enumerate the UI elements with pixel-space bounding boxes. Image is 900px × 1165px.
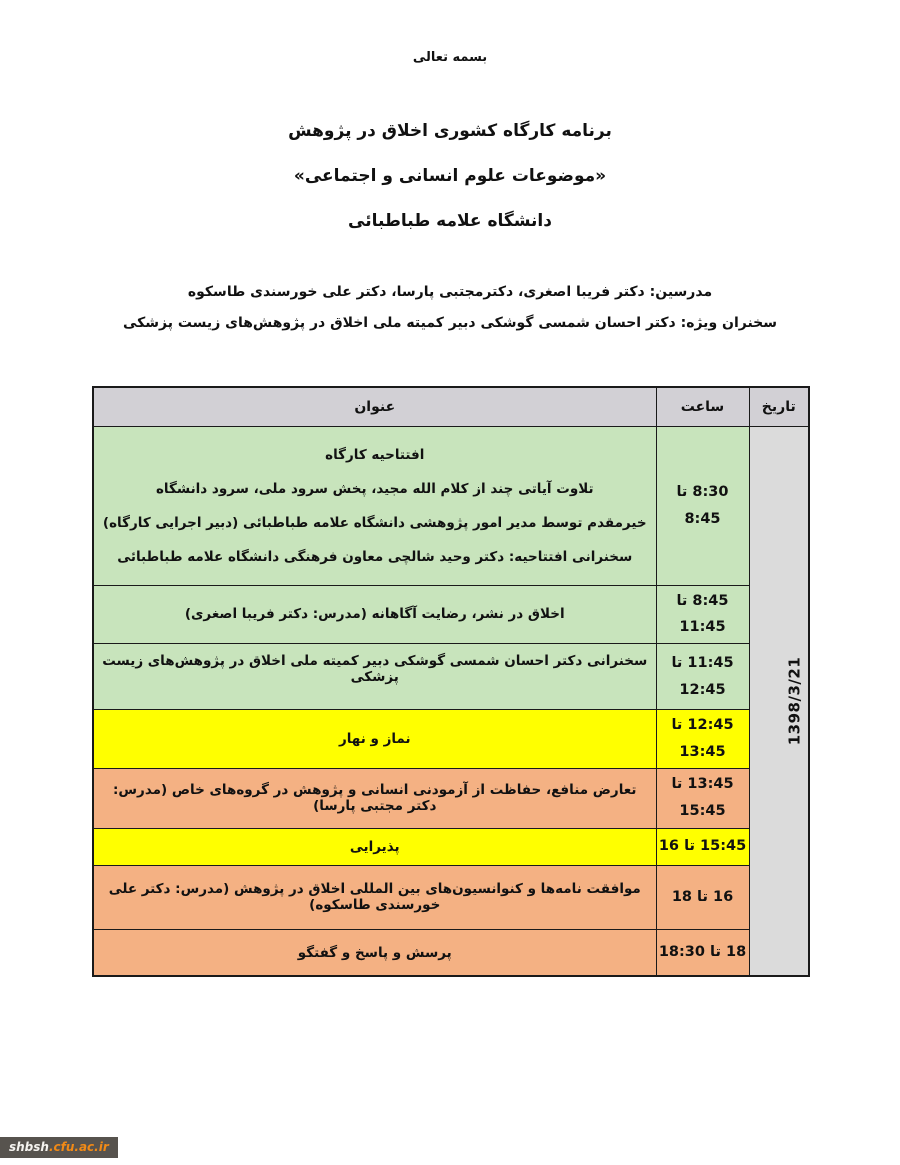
university-name: دانشگاه علامه طباطبائی bbox=[348, 211, 552, 231]
session-title-cell bbox=[93, 828, 656, 865]
schedule-table bbox=[92, 386, 810, 977]
session-title-cell bbox=[93, 644, 656, 710]
session-time-cell bbox=[656, 710, 749, 769]
table-header-row bbox=[93, 387, 809, 426]
watermark-site-prefix: shbsh bbox=[9, 1140, 49, 1154]
time-text: 16 تا 18 bbox=[671, 888, 734, 905]
header-title-column: عنوان bbox=[93, 387, 656, 426]
session-title-cell bbox=[93, 768, 656, 828]
session-line: پذیرایی bbox=[349, 838, 400, 855]
table-row-international-conventions bbox=[93, 865, 809, 929]
bismillah-text: بسمه تعالی bbox=[412, 50, 488, 65]
table-row-opening bbox=[93, 426, 809, 585]
time-text: 8:30 تا 8:45 bbox=[676, 483, 729, 527]
time-text: 15:45 bbox=[679, 803, 726, 820]
date-cell bbox=[749, 426, 809, 976]
session-time-cell bbox=[656, 929, 749, 976]
table-row-q-and-a bbox=[93, 929, 809, 976]
session-title-cell bbox=[93, 929, 656, 976]
session-time-cell bbox=[656, 644, 749, 710]
session-line: پرسش و پاسخ و گفتگو bbox=[297, 944, 452, 961]
title-block bbox=[0, 121, 900, 231]
session-time-cell bbox=[656, 585, 749, 644]
session-line: سخنرانی افتتاحیه: دکتر وحید شالچی معاون فرهنگی دانشگاه علامه طباطبائی bbox=[117, 548, 633, 565]
session-title-cell bbox=[93, 710, 656, 769]
time-text: 12:45 تا bbox=[671, 717, 734, 734]
session-title-cell bbox=[93, 426, 656, 585]
watermark-site-suffix: .cfu.ac.ir bbox=[48, 1140, 109, 1154]
time-text: 11:45 تا bbox=[671, 654, 734, 671]
table-row-prayer-lunch bbox=[93, 710, 809, 769]
table-row-conflict-of-interest bbox=[93, 768, 809, 828]
session-line: موافقت نامه‌ها و کنوانسیون‌های بین المللی اخلاق در پژوهش (مدرس: دکتر علی خورسندی طاسکوه) bbox=[108, 881, 641, 914]
session-line: سخنرانی دکتر احسان شمسی گوشکی دبیر کمیته ملی اخلاق در پژوهش‌های زیست پزشکی bbox=[102, 653, 648, 686]
table-row-keynote-speech bbox=[93, 644, 809, 710]
session-line: نماز و نهار bbox=[338, 730, 411, 747]
date-rotated-text: 1398/3/21 bbox=[784, 657, 803, 746]
session-title-cell bbox=[93, 865, 656, 929]
instructors-line: مدرسین: دکتر فریبا اصغری، دکترمجتبی پارسا، دکتر علی خورسندی طاسکوه bbox=[187, 284, 713, 300]
keynote-speaker-line: سخنران ویژه: دکتر احسان شمسی گوشکی دبیر کمیته ملی اخلاق در پژوهش‌های زیست پزشکی bbox=[122, 315, 778, 331]
session-line: افتتاحیه کارگاه bbox=[325, 446, 425, 463]
time-text: 13:45 تا bbox=[671, 776, 734, 793]
header-time-column: ساعت bbox=[656, 387, 749, 426]
table-row-refreshments bbox=[93, 828, 809, 865]
time-text: 8:45 تا bbox=[676, 592, 729, 609]
time-text: 18 تا 18:30 bbox=[658, 944, 747, 961]
session-title-cell bbox=[93, 585, 656, 644]
site-watermark bbox=[0, 1137, 118, 1158]
table-row-publication-ethics bbox=[93, 585, 809, 644]
session-line: خیرمقدم توسط مدیر امور پژوهشی دانشگاه علامه طباطبائی (دبیر اجرایی کارگاه) bbox=[102, 514, 647, 531]
header-date-column: تاریخ bbox=[749, 387, 809, 426]
session-line: اخلاق در نشر، رضایت آگاهانه (مدرس: دکتر فریبا اصغری) bbox=[184, 606, 565, 623]
time-text: 12:45 bbox=[679, 681, 726, 698]
session-line: تلاوت آیاتی چند از کلام الله مجید، پخش سرود ملی، سرود دانشگاه bbox=[155, 480, 594, 497]
workshop-title: برنامه کارگاه کشوری اخلاق در پژوهش bbox=[288, 121, 612, 141]
session-time-cell bbox=[656, 865, 749, 929]
time-text: 13:45 bbox=[679, 743, 726, 760]
session-time-cell bbox=[656, 828, 749, 865]
session-time-cell bbox=[656, 768, 749, 828]
session-time-cell bbox=[656, 426, 749, 585]
workshop-subtitle-topics: «موضوعات علوم انسانی و اجتماعی» bbox=[293, 166, 607, 186]
time-text: 15:45 تا 16 bbox=[658, 838, 747, 855]
time-text: 11:45 bbox=[679, 619, 726, 636]
session-line: تعارض منافع، حفاظت از آزمودنی انسانی و پژوهش در گروه‌های خاص (مدرس: دکتر مجتبی پارسا) bbox=[113, 782, 637, 815]
